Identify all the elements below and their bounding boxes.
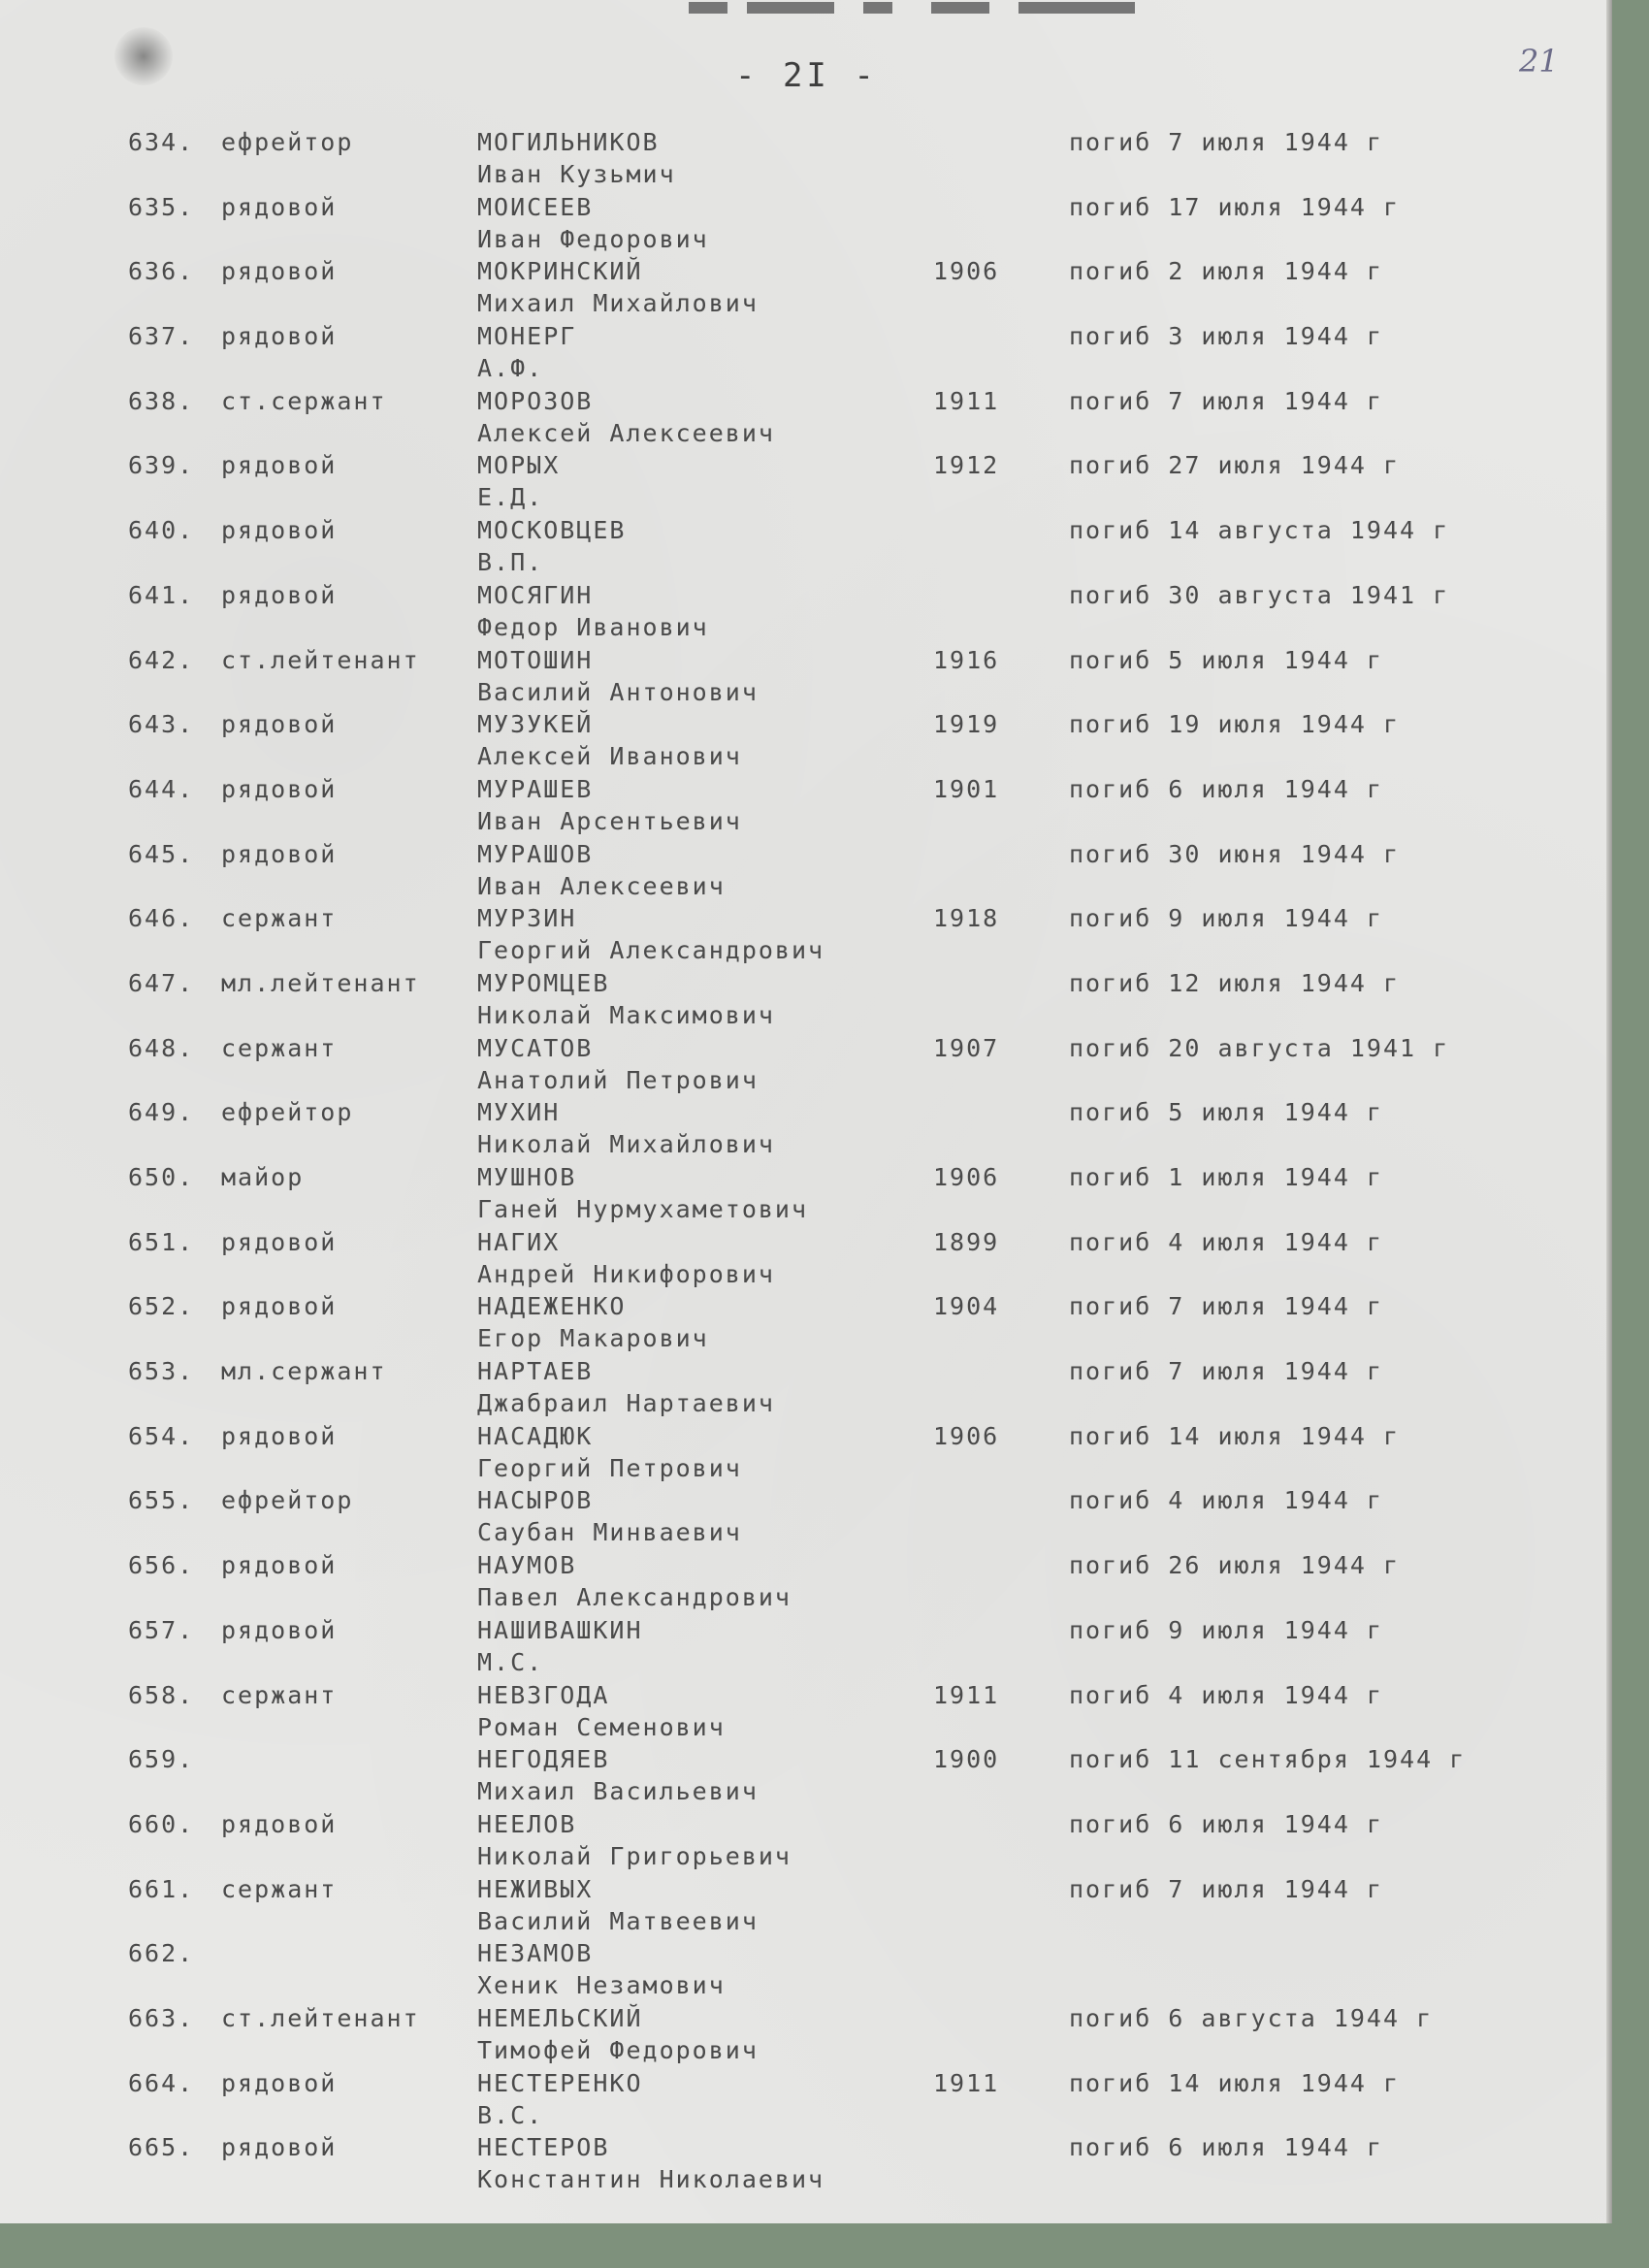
entry-surname: НАСЫРОВ (477, 1486, 594, 1515)
entry-death-date: погиб 30 августа 1941 г (1069, 580, 1450, 609)
entry-number: 653. (128, 1357, 195, 1386)
entry-given-name: Николай Михайлович (477, 1130, 775, 1159)
entry-rank: рядовой (221, 1551, 338, 1580)
entry-number: 649. (128, 1098, 195, 1127)
entry-birth-year: 1899 (933, 1227, 1000, 1256)
entry-death-date: погиб 30 июня 1944 г (1069, 839, 1401, 868)
entry-given-name: Георгий Петрович (477, 1453, 742, 1482)
entry-surname: НЕМЕЛЬСКИЙ (477, 2003, 643, 2032)
list-entry (0, 1420, 1612, 1485)
entry-birth-year: 1907 (933, 1033, 1000, 1062)
entry-rank: рядовой (221, 710, 338, 739)
entry-surname: МУШНОВ (477, 1163, 577, 1191)
entry-number: 658. (128, 1680, 195, 1709)
list-entry (0, 708, 1612, 773)
entry-surname: НЕСТЕРОВ (477, 2133, 610, 2162)
entry-death-date: погиб 19 июля 1944 г (1069, 710, 1401, 739)
handwritten-page-number: 21 (1519, 43, 1559, 80)
entry-given-name: Георгий Александрович (477, 936, 825, 965)
entry-death-date: погиб 14 августа 1944 г (1069, 516, 1450, 545)
entry-number: 639. (128, 451, 195, 480)
entry-surname: НЕЕЛОВ (477, 1809, 577, 1838)
entry-birth-year: 1900 (933, 1745, 1000, 1774)
entry-number: 652. (128, 1292, 195, 1321)
entry-given-name: Иван Алексеевич (477, 871, 726, 900)
entry-rank: майор (221, 1163, 305, 1191)
entry-number: 634. (128, 128, 195, 156)
entry-given-name: Тимофей Федорович (477, 2035, 759, 2064)
list-entry (0, 449, 1612, 514)
entry-given-name: Федор Иванович (477, 612, 709, 641)
list-entry (0, 1355, 1612, 1420)
entry-number: 638. (128, 386, 195, 415)
entry-given-name: Роман Семенович (477, 1712, 726, 1741)
entry-death-date: погиб 14 июля 1944 г (1069, 2068, 1401, 2097)
entry-given-name: Николай Максимович (477, 1000, 775, 1029)
ink-smudge (114, 27, 173, 85)
entry-birth-year: 1906 (933, 257, 1000, 286)
entry-birth-year: 1911 (933, 386, 1000, 415)
entry-number: 647. (128, 968, 195, 997)
entry-surname: МУРАШЕВ (477, 774, 594, 803)
list-entry (0, 967, 1612, 1032)
entry-surname: МУЗУКЕЙ (477, 710, 594, 739)
entry-surname: МОТОШИН (477, 645, 594, 674)
entry-death-date: погиб 9 июля 1944 г (1069, 1615, 1383, 1644)
entry-number: 642. (128, 645, 195, 674)
entry-rank: ст.сержант (221, 386, 387, 415)
entry-given-name: Егор Макарович (477, 1324, 709, 1353)
entry-given-name: Николай Григорьевич (477, 1841, 792, 1870)
entry-surname: МОРЫХ (477, 451, 561, 480)
entry-number: 644. (128, 774, 195, 803)
entry-number: 665. (128, 2133, 195, 2162)
entry-death-date: погиб 6 июля 1944 г (1069, 2133, 1383, 2162)
entry-death-date: погиб 27 июля 1944 г (1069, 451, 1401, 480)
list-entry (0, 1679, 1612, 1744)
entry-surname: МУСАТОВ (477, 1033, 594, 1062)
entry-rank: рядовой (221, 1809, 338, 1838)
list-entry (0, 579, 1612, 644)
entry-death-date: погиб 7 июля 1944 г (1069, 1292, 1383, 1321)
list-entry (0, 2131, 1612, 2196)
entry-surname: НЕЖИВЫХ (477, 1874, 594, 1903)
scan-top-marks (679, 0, 1145, 17)
list-entry (0, 1032, 1612, 1097)
entry-rank: мл.лейтенант (221, 968, 420, 997)
entry-surname: МОСЯГИН (477, 580, 594, 609)
entry-death-date: погиб 11 сентября 1944 г (1069, 1745, 1467, 1774)
entry-death-date: погиб 9 июля 1944 г (1069, 904, 1383, 933)
list-entry (0, 1290, 1612, 1355)
entry-surname: НЕСТЕРЕНКО (477, 2068, 643, 2097)
entry-birth-year: 1916 (933, 645, 1000, 674)
entry-number: 640. (128, 516, 195, 545)
entry-surname: МОСКОВЦЕВ (477, 516, 627, 545)
entry-death-date: погиб 7 июля 1944 г (1069, 128, 1383, 156)
list-entry (0, 1614, 1612, 1679)
entry-surname: МОКРИНСКИЙ (477, 257, 643, 286)
entry-number: 635. (128, 192, 195, 221)
entry-given-name: Павел Александрович (477, 1583, 792, 1612)
entry-surname: МОГИЛЬНИКОВ (477, 128, 660, 156)
entry-rank: сержант (221, 1680, 338, 1709)
list-entry (0, 773, 1612, 838)
entry-death-date: погиб 12 июля 1944 г (1069, 968, 1401, 997)
entry-given-name: Е.Д. (477, 483, 544, 512)
entry-rank: рядовой (221, 774, 338, 803)
entry-death-date: погиб 17 июля 1944 г (1069, 192, 1401, 221)
entry-surname: НАШИВАШКИН (477, 1615, 643, 1644)
entry-rank: рядовой (221, 1292, 338, 1321)
entry-rank: ефрейтор (221, 128, 354, 156)
entry-death-date: погиб 14 июля 1944 г (1069, 1421, 1401, 1450)
entry-given-name: Константин Николаевич (477, 2165, 825, 2194)
entry-birth-year: 1901 (933, 774, 1000, 803)
entry-given-name: Михаил Васильевич (477, 1777, 759, 1806)
entry-death-date: погиб 6 августа 1944 г (1069, 2003, 1434, 2032)
entry-given-name: Ганей Нурмухаметович (477, 1195, 809, 1223)
list-entry (0, 1808, 1612, 1873)
list-entry (0, 126, 1612, 191)
entry-death-date: погиб 7 июля 1944 г (1069, 1874, 1383, 1903)
entry-surname: МУРОМЦЕВ (477, 968, 610, 997)
entry-given-name: А.Ф. (477, 354, 544, 383)
entry-death-date: погиб 4 июля 1944 г (1069, 1680, 1383, 1709)
list-entry (0, 255, 1612, 320)
entry-rank: рядовой (221, 192, 338, 221)
entry-surname: НАРТАЕВ (477, 1357, 594, 1386)
entry-given-name: Андрей Никифорович (477, 1259, 775, 1288)
entry-death-date: погиб 1 июля 1944 г (1069, 1163, 1383, 1191)
entry-surname: НАСАДЮК (477, 1421, 594, 1450)
entry-number: 643. (128, 710, 195, 739)
entry-birth-year: 1919 (933, 710, 1000, 739)
entry-surname: НЕГОДЯЕВ (477, 1745, 610, 1774)
entry-number: 663. (128, 2003, 195, 2032)
entry-death-date: погиб 4 июля 1944 г (1069, 1227, 1383, 1256)
entry-number: 641. (128, 580, 195, 609)
list-entry (0, 2002, 1612, 2067)
entry-rank: ефрейтор (221, 1486, 354, 1515)
entry-given-name: Алексей Иванович (477, 742, 742, 771)
entry-death-date: погиб 7 июля 1944 г (1069, 1357, 1383, 1386)
entry-given-name: Михаил Михайлович (477, 289, 759, 318)
list-entry (0, 191, 1612, 256)
entry-rank: рядовой (221, 1615, 338, 1644)
entry-surname: МОИСЕЕВ (477, 192, 594, 221)
entry-number: 659. (128, 1745, 195, 1774)
entry-number: 662. (128, 1939, 195, 1968)
entry-number: 646. (128, 904, 195, 933)
entry-given-name: Иван Арсентьевич (477, 806, 742, 835)
entry-surname: МУХИН (477, 1098, 561, 1127)
entry-rank: рядовой (221, 2068, 338, 2097)
list-entry (0, 1549, 1612, 1614)
entry-surname: НЕВЗГОДА (477, 1680, 610, 1709)
list-entry (0, 1161, 1612, 1226)
entry-death-date: погиб 20 августа 1941 г (1069, 1033, 1450, 1062)
entry-given-name: Джабраил Нартаевич (477, 1389, 775, 1418)
entry-given-name: Анатолий Петрович (477, 1065, 759, 1094)
entry-surname: МУРЗИН (477, 904, 577, 933)
entry-surname: НАДЕЖЕНКО (477, 1292, 627, 1321)
entry-given-name: Саубан Минваевич (477, 1518, 742, 1547)
entry-death-date: погиб 2 июля 1944 г (1069, 257, 1383, 286)
list-entry (0, 514, 1612, 579)
entry-rank: рядовой (221, 2133, 338, 2162)
entry-surname: МУРАШОВ (477, 839, 594, 868)
entry-birth-year: 1912 (933, 451, 1000, 480)
entry-death-date: погиб 6 июля 1944 г (1069, 774, 1383, 803)
entry-birth-year: 1906 (933, 1163, 1000, 1191)
list-entry (0, 385, 1612, 450)
list-entry (0, 1096, 1612, 1161)
entry-number: 661. (128, 1874, 195, 1903)
entry-death-date: погиб 5 июля 1944 г (1069, 645, 1383, 674)
entry-rank: сержант (221, 1033, 338, 1062)
entry-number: 655. (128, 1486, 195, 1515)
entry-surname: НАУМОВ (477, 1551, 577, 1580)
entry-rank: рядовой (221, 257, 338, 286)
entry-rank: рядовой (221, 1227, 338, 1256)
entry-death-date: погиб 26 июля 1944 г (1069, 1551, 1401, 1580)
list-entry (0, 1873, 1612, 1938)
entry-given-name: Иван Федорович (477, 224, 709, 253)
entry-number: 664. (128, 2068, 195, 2097)
entry-rank: рядовой (221, 839, 338, 868)
list-entry (0, 1937, 1612, 2002)
list-entry (0, 1743, 1612, 1808)
entry-surname: МОНЕРГ (477, 322, 577, 351)
entry-rank: рядовой (221, 1421, 338, 1450)
entry-birth-year: 1904 (933, 1292, 1000, 1321)
entry-birth-year: 1918 (933, 904, 1000, 933)
casualty-list (0, 126, 1612, 2196)
entry-rank: ефрейтор (221, 1098, 354, 1127)
entry-surname: НЕЗАМОВ (477, 1939, 594, 1968)
entry-number: 656. (128, 1551, 195, 1580)
entry-number: 660. (128, 1809, 195, 1838)
entry-rank: мл.сержант (221, 1357, 387, 1386)
entry-death-date: погиб 5 июля 1944 г (1069, 1098, 1383, 1127)
entry-given-name: Василий Антонович (477, 677, 759, 706)
entry-surname: МОРОЗОВ (477, 386, 594, 415)
entry-death-date: погиб 7 июля 1944 г (1069, 386, 1383, 415)
entry-number: 651. (128, 1227, 195, 1256)
entry-number: 636. (128, 257, 195, 286)
entry-rank: сержант (221, 1874, 338, 1903)
list-entry (0, 1226, 1612, 1291)
entry-birth-year: 1906 (933, 1421, 1000, 1450)
entry-given-name: В.П. (477, 548, 544, 577)
entry-number: 637. (128, 322, 195, 351)
entry-rank: рядовой (221, 516, 338, 545)
list-entry (0, 320, 1612, 385)
list-entry (0, 838, 1612, 903)
entry-birth-year: 1911 (933, 2068, 1000, 2097)
list-entry (0, 902, 1612, 967)
entry-given-name: Иван Кузьмич (477, 160, 676, 188)
entry-rank: ст.лейтенант (221, 2003, 420, 2032)
entry-death-date: погиб 3 июля 1944 г (1069, 322, 1383, 351)
entry-rank: сержант (221, 904, 338, 933)
entry-rank: рядовой (221, 451, 338, 480)
entry-number: 657. (128, 1615, 195, 1644)
entry-number: 650. (128, 1163, 195, 1191)
entry-given-name: Василий Матвеевич (477, 1906, 759, 1935)
entry-given-name: Алексей Алексеевич (477, 418, 775, 447)
page-number: - 2I - (735, 56, 878, 95)
entry-rank: ст.лейтенант (221, 645, 420, 674)
entry-rank: рядовой (221, 580, 338, 609)
entry-number: 654. (128, 1421, 195, 1450)
list-entry (0, 2067, 1612, 2132)
entry-birth-year: 1911 (933, 1680, 1000, 1709)
entry-given-name: В.С. (477, 2100, 544, 2129)
list-entry (0, 644, 1612, 709)
entry-surname: НАГИХ (477, 1227, 561, 1256)
entry-death-date: погиб 6 июля 1944 г (1069, 1809, 1383, 1838)
entry-number: 645. (128, 839, 195, 868)
entry-death-date: погиб 4 июля 1944 г (1069, 1486, 1383, 1515)
entry-given-name: Хеник Незамович (477, 1971, 726, 2000)
list-entry (0, 1484, 1612, 1549)
entry-rank: рядовой (221, 322, 338, 351)
entry-number: 648. (128, 1033, 195, 1062)
entry-given-name: М.С. (477, 1647, 544, 1676)
